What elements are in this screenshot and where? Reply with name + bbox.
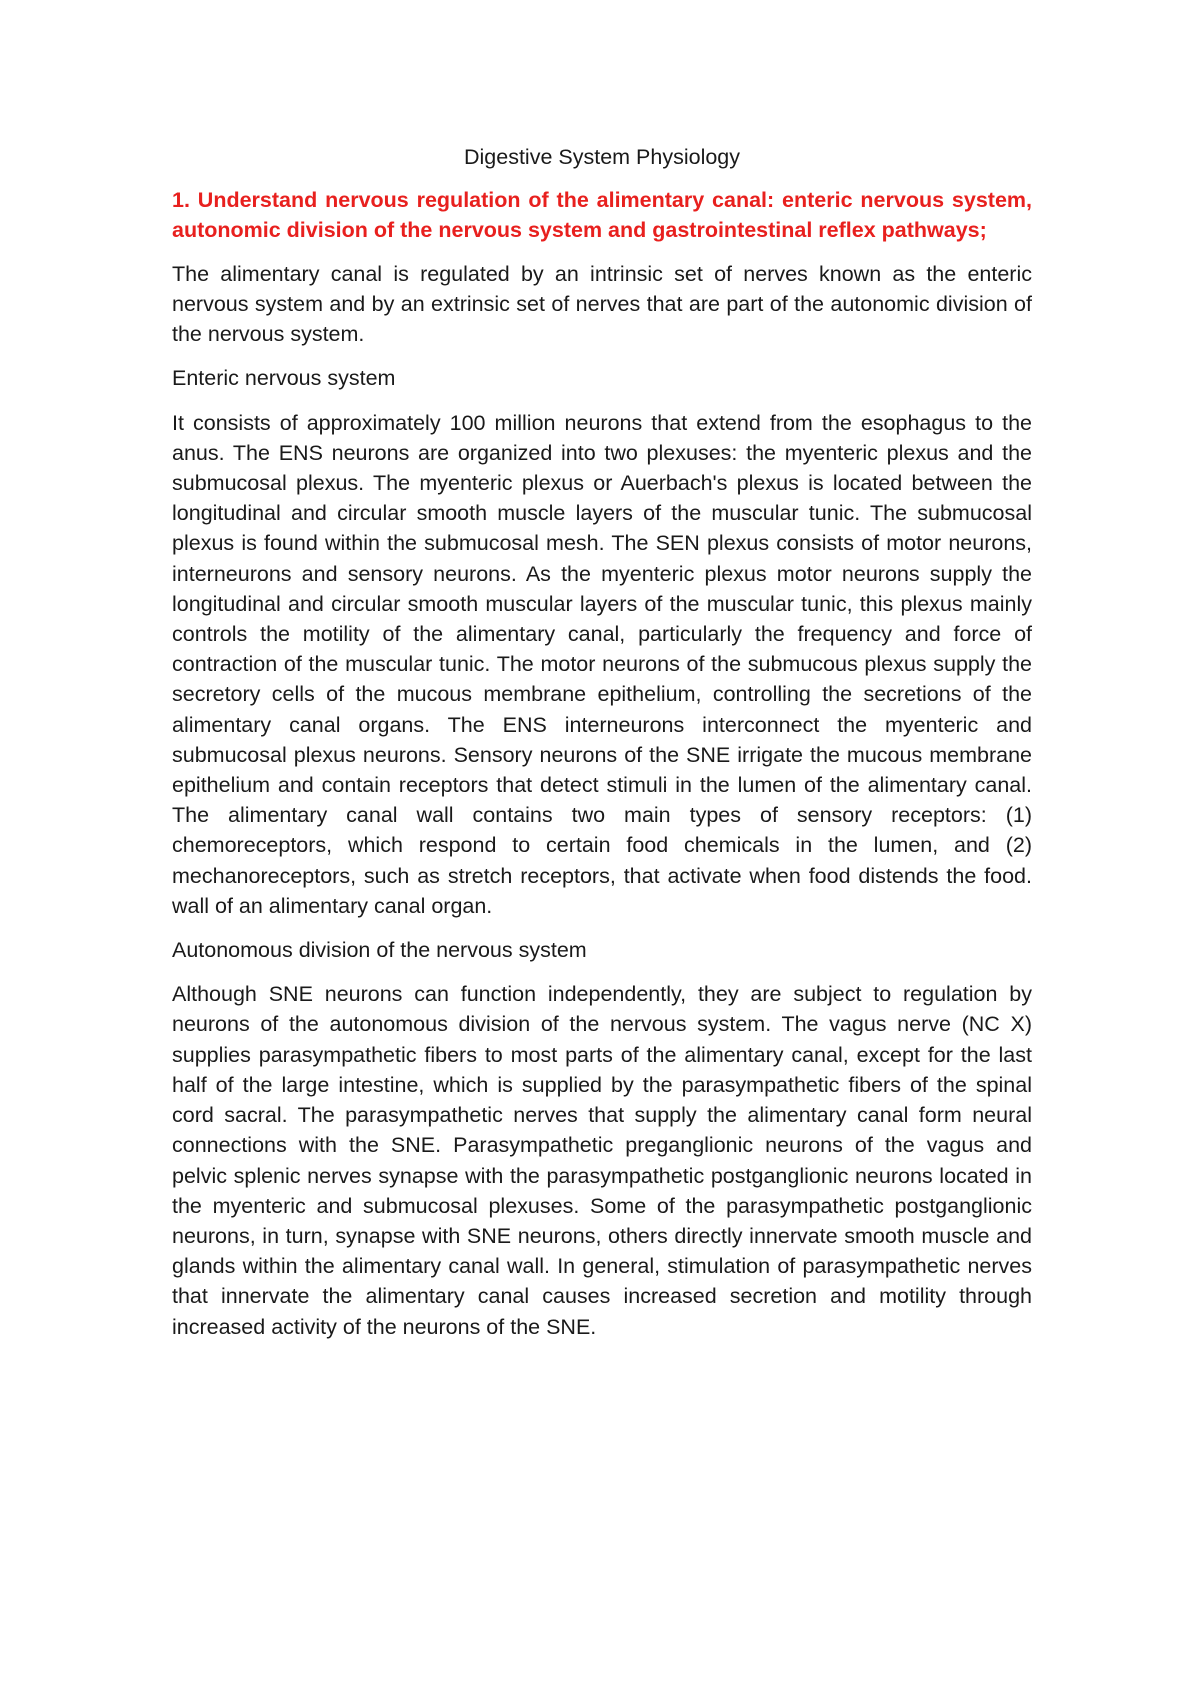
intro-paragraph: The alimentary canal is regulated by an intrinsic set of nerves known as the enteric nervous system and by an extrinsic set of nerves that are part of the autonomic division of the nervous system. [172,261,1032,347]
section-heading-enteric: Enteric nervous system [172,366,396,391]
page-title: Digestive System Physiology [463,145,741,169]
document-body [172,142,1032,1356]
autonomous-paragraph: Although SNE neurons can function independently, they are subject to regulation by neurons of the autonomous division of the nervous system. The vagus nerve (NC X) supplies parasympathetic fibers to most parts of the alimentary canal, except for the last half of the large intestine, which is supplied by the parasympathetic fibers of the spinal cord sacral. The parasympathetic nerves that supply the alimentary canal form neural connections with the SNE. Parasympathetic preganglionic neurons of the vagus and pelvic splenic nerves synapse with the parasympathetic postganglionic neurons located in the myenteric and submucosal plexuses. Some of the parasympathetic postganglionic neurons, in turn, synapse with SNE neurons, others directly innervate smooth muscle and glands within the alimentary canal wall. In general, stimulation of parasympathetic nerves that innervate the alimentary canal causes increased secretion and motility through increased activity of the neurons of the SNE. [172,982,1032,1339]
enteric-paragraph: It consists of approximately 100 million neurons that extend from the esophagus to the anus. The ENS neurons are organized into two plexuses: the myenteric plexus and the submucosal plexus. The myenteric plexus or Auerbach's plexus is located between the longitudinal and circular smooth muscle layers of the muscular tunic. The submucosal plexus is found within the submucosal mesh. The SEN plexus consists of motor neurons, interneurons and sensory neurons. As the myenteric plexus motor neurons supply the longitudinal and circular smooth muscular layers of the muscular tunic, this plexus mainly controls the motility of the alimentary canal, particularly the frequency and force of contraction of the muscular tunic. The motor neurons of the submucous plexus supply the secretory cells of the mucous membrane epithelium, controlling the secretions of the alimentary canal organs. The ENS interneurons interconnect the myenteric and submucosal plexus neurons. Sensory neurons of the SNE irrigate the mucous membrane epithelium and contain receptors that detect stimuli in the lumen of the alimentary canal. The alimentary canal wall contains two main types of sensory receptors: (1) chemoreceptors, which respond to certain food chemicals in the lumen, and (2) mechanoreceptors, such as stretch receptors, that activate when food distends the food. wall of an alimentary canal organ. [172,410,1032,918]
section-heading-autonomous: Autonomous division of the nervous system [172,938,587,963]
question-heading: 1. Understand nervous regulation of the alimentary canal: enteric nervous system, autonomic division of the nervous system and gastrointestinal reflex pathways; [172,188,1032,243]
